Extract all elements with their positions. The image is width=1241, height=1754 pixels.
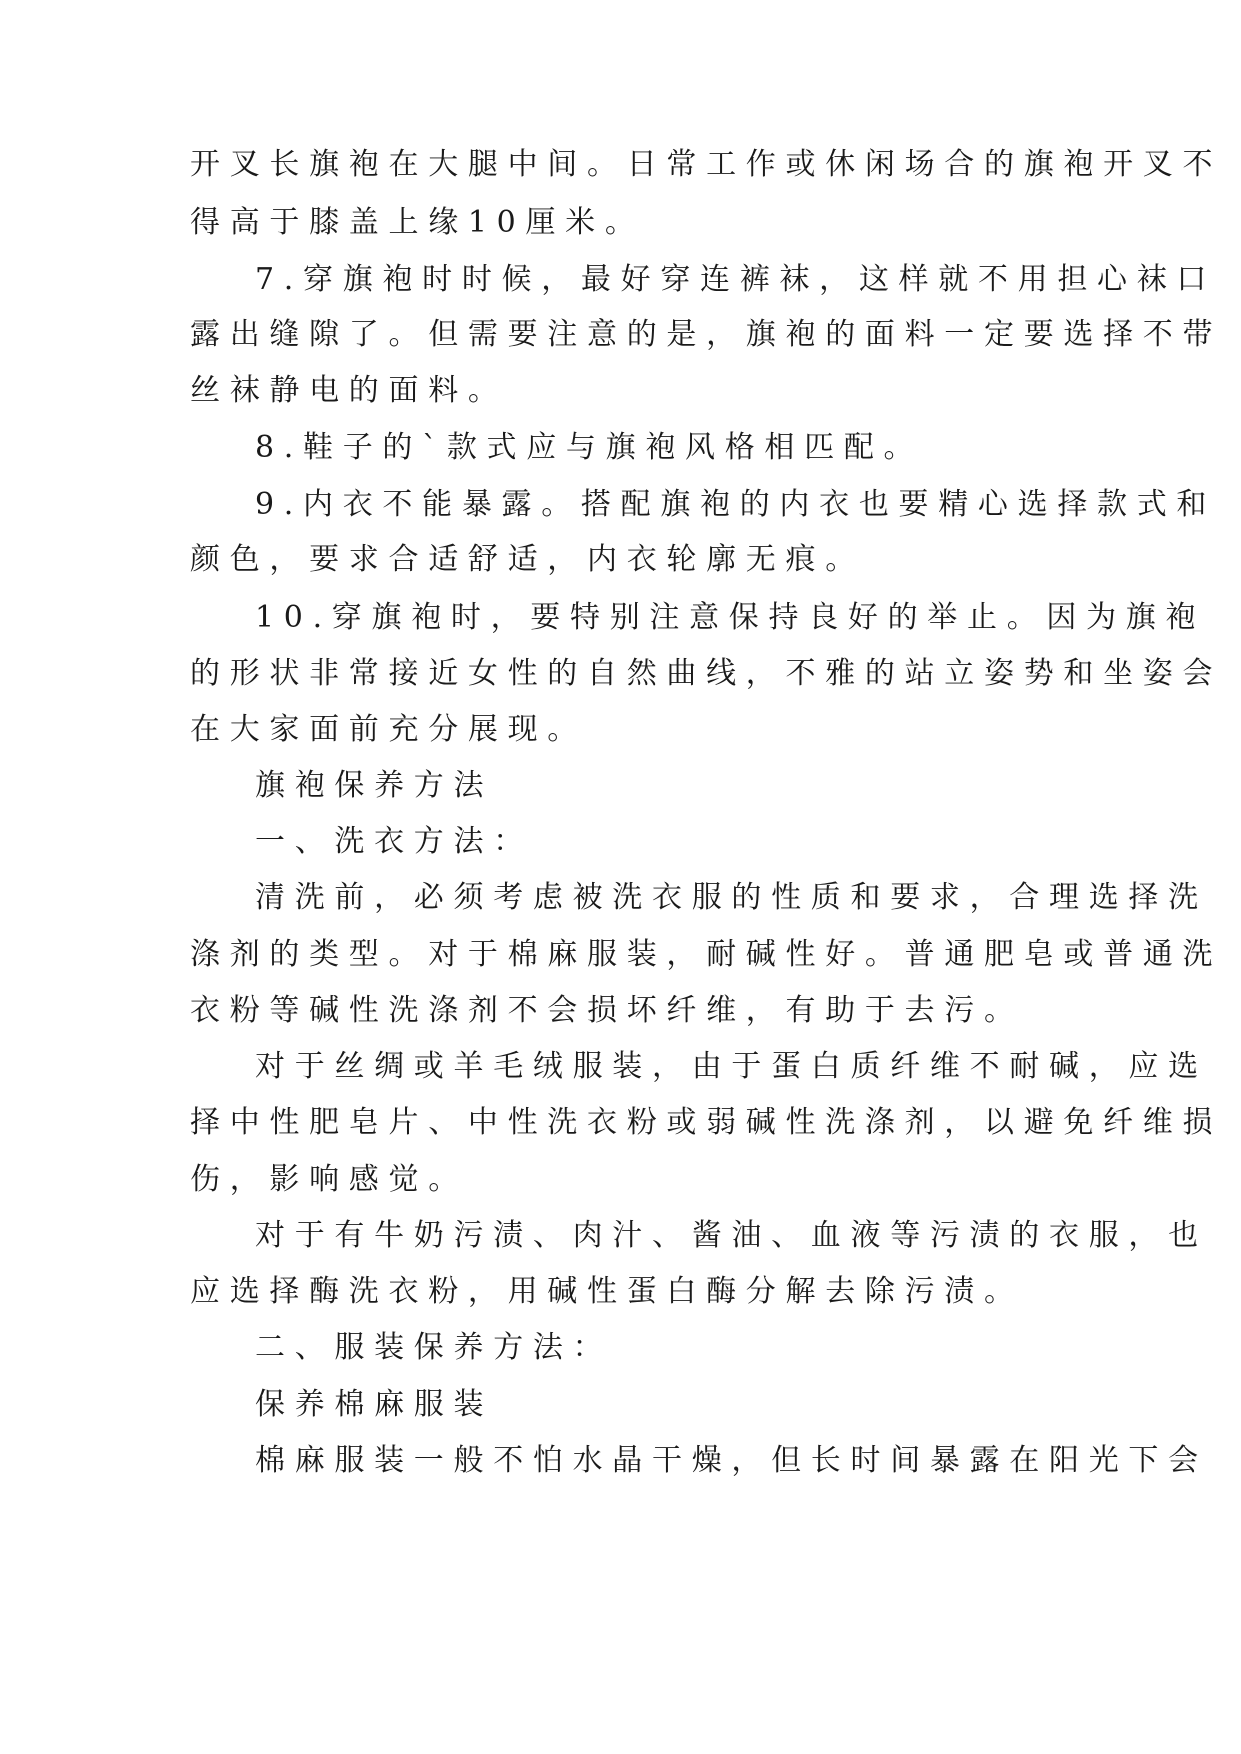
text-line: 颜色，要求合适舒适，内衣轮廓无痕。 <box>190 542 865 577</box>
text-line: 露出缝隙了。但需要注意的是，旗袍的面料一定要选择不带 <box>190 317 1223 352</box>
text-line: 8.鞋子的`款式应与旗袍风格相匹配。 <box>255 430 924 465</box>
text-line: 伤，影响感觉。 <box>190 1162 468 1197</box>
text-line: 棉麻服装一般不怕水晶干燥，但长时间暴露在阳光下会 <box>255 1443 1208 1478</box>
text-line: 7.穿旗袍时时候，最好穿连裤袜，这样就不用担心袜口 <box>255 262 1217 297</box>
section-heading: 旗袍保养方法 <box>255 768 494 803</box>
text-line: 在大家面前充分展现。 <box>190 712 587 747</box>
text-line: 10.穿旗袍时，要特别注意保持良好的举止。因为旗袍 <box>255 600 1206 635</box>
text-line: 清洗前，必须考虑被洗衣服的性质和要求，合理选择洗 <box>255 880 1208 915</box>
text-line: 开叉长旗袍在大腿中间。日常工作或休闲场合的旗袍开叉不 <box>190 147 1223 182</box>
text-line: 得高于膝盖上缘10厘米。 <box>190 205 645 240</box>
text-line: 应选择酶洗衣粉，用碱性蛋白酶分解去除污渍。 <box>190 1274 1024 1309</box>
subsection-heading: 保养棉麻服装 <box>255 1387 494 1422</box>
text-line: 的形状非常接近女性的自然曲线，不雅的站立姿势和坐姿会 <box>190 656 1223 691</box>
text-line: 对于丝绸或羊毛绒服装，由于蛋白质纤维不耐碱，应选 <box>255 1049 1208 1084</box>
text-line: 9.内衣不能暴露。搭配旗袍的内衣也要精心选择款式和 <box>255 487 1217 522</box>
subsection-heading: 一、洗衣方法： <box>255 824 533 859</box>
text-line: 择中性肥皂片、中性洗衣粉或弱碱性洗涤剂，以避免纤维损 <box>190 1105 1223 1140</box>
text-line: 丝袜静电的面料。 <box>190 373 508 408</box>
text-line: 衣粉等碱性洗涤剂不会损坏纤维，有助于去污。 <box>190 993 1024 1028</box>
text-line: 对于有牛奶污渍、肉汁、酱油、血液等污渍的衣服，也 <box>255 1218 1208 1253</box>
subsection-heading: 二、服装保养方法： <box>255 1330 613 1365</box>
text-line: 涤剂的类型。对于棉麻服装，耐碱性好。普通肥皂或普通洗 <box>190 937 1223 972</box>
